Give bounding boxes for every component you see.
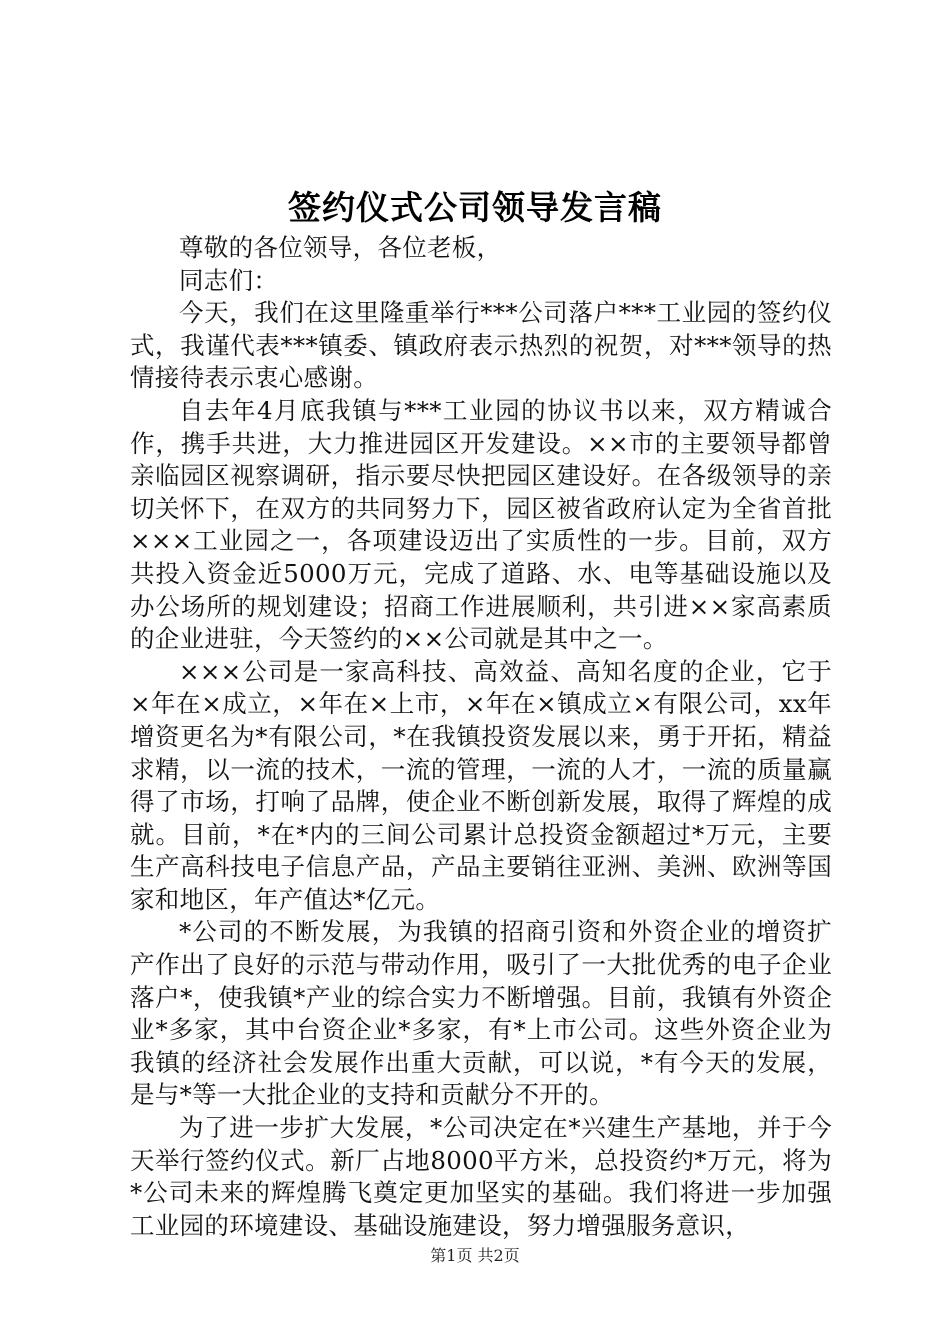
- body-paragraph: 自去年4月底我镇与***工业园的协议书以来，双方精诚合作，携手共进，大力推进园区开发建设。××市的主要领导都曾亲临园区视察调研，指示要尽快把园区建设好。在各级领导的亲切关怀下，在双方的共同努力下，园区被省政府认定为全省首批×××工业园之一，各项建设迈出了实质性的一步。目前，双方共投入资金近5000万元，完成了道路、水、电等基础设施以及办公场所的规划建设；招商工作进展顺利，共引进××家高素质的企业进驻，今天签约的××公司就是其中之一。: [130, 395, 832, 654]
- body-paragraph: 为了进一步扩大发展，*公司决定在*兴建生产基地，并于今天举行签约仪式。新厂占地8000平方米，总投资约*万元，将为*公司未来的辉煌腾飞奠定更加坚实的基础。我们将进一步加强工业园的环境建设、基础设施建设，努力增强服务意识，: [130, 1113, 832, 1240]
- document-body: [130, 232, 832, 1242]
- page-title: 签约仪式公司领导发言稿: [288, 188, 662, 227]
- page-number-footer: 第1页 共2页: [430, 1246, 520, 1265]
- body-paragraph: ×××公司是一家高科技、高效益、高知名度的企业，它于×年在×成立，×年在×上市，×年在×镇成立×有限公司，xx年增资更名为*有限公司，*在我镇投资发展以来，勇于开拓，精益求精，以一流的技术，一流的管理，一流的人才，一流的质量赢得了市场，打响了品牌，使企业不断创新发展，取得了辉煌的成就。目前，*在*内的三间公司累计总投资金额超过*万元，主要生产高科技电子信息产品，产品主要销往亚洲、美洲、欧洲等国家和地区，年产值达*亿元。: [130, 656, 832, 914]
- salutation-line: 同志们：: [179, 265, 279, 295]
- body-paragraph: *公司的不断发展，为我镇的招商引资和外资企业的增资扩产作出了良好的示范与带动作用，吸引了一大批优秀的电子企业落户*，使我镇*产业的综合实力不断增强。目前，我镇有外资企业*多家，其中台资企业*多家，有*上市公司。这些外资企业为我镇的经济社会发展作出重大贡献，可以说，*有今天的发展，是与*等一大批企业的支持和贡献分不开的。: [130, 917, 832, 1110]
- body-paragraph: 今天，我们在这里隆重举行***公司落户***工业园的签约仪式，我谨代表***镇委、镇政府表示热烈的祝贺，对***领导的热情接待表示衷心感谢。: [130, 298, 832, 393]
- salutation-line: 尊敬的各位领导，各位老板，: [179, 233, 502, 262]
